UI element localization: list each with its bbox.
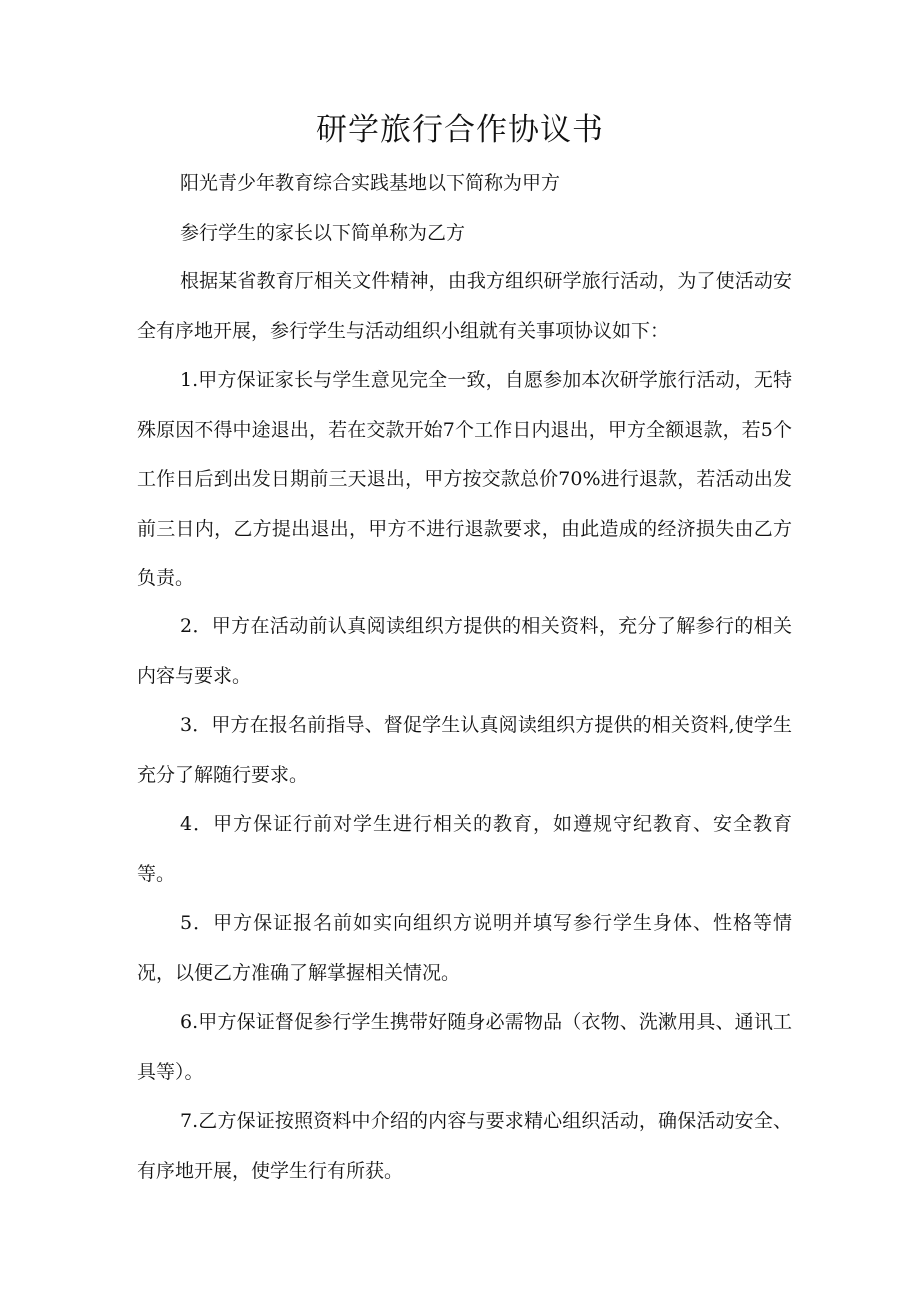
intro-paragraph: 根据某省教育厅相关文件精神，由我方组织研学旅行活动，为了使活动安全有序地开展，参行学生与活动组织小组就有关事项协议如下： [137, 270, 792, 342]
clause-5: 5．甲方保证报名前如实向组织方说明并填写参行学生身体、性格等情况，以便乙方准确了解掌握相关情况。 [137, 912, 792, 984]
party-b-line: 参行学生的家长以下简单称为乙方 [180, 222, 466, 244]
document-title: 研学旅行合作协议书 [316, 112, 604, 148]
party-a-line: 阳光青少年教育综合实践基地以下简称为甲方 [180, 172, 561, 194]
clause-3: 3．甲方在报名前指导、督促学生认真阅读组织方提供的相关资料,使学生充分了解随行要求。 [137, 714, 792, 786]
clause-1: 1.甲方保证家长与学生意见完全一致，自愿参加本次研学旅行活动，无特殊原因不得中途退出，若在交款开始7个工作日内退出，甲方全额退款，若5个工作日后到出发日期前三天退出，甲方按交款总价70%进行退款，若活动出发前三日内，乙方提出退出，甲方不进行退款要求，由此造成的经济损失由乙方负责。 [137, 369, 792, 589]
clause-6: 6.甲方保证督促参行学生携带好随身必需物品（衣物、洗漱用具、通讯工具等）。 [137, 1011, 792, 1083]
clause-2: 2．甲方在活动前认真阅读组织方提供的相关资料，充分了解参行的相关内容与要求。 [137, 615, 792, 687]
clause-7: 7.乙方保证按照资料中介绍的内容与要求精心组织活动，确保活动安全、有序地开展，使学生行有所获。 [137, 1110, 792, 1182]
clause-4: 4．甲方保证行前对学生进行相关的教育，如遵规守纪教育、安全教育等。 [137, 813, 792, 885]
